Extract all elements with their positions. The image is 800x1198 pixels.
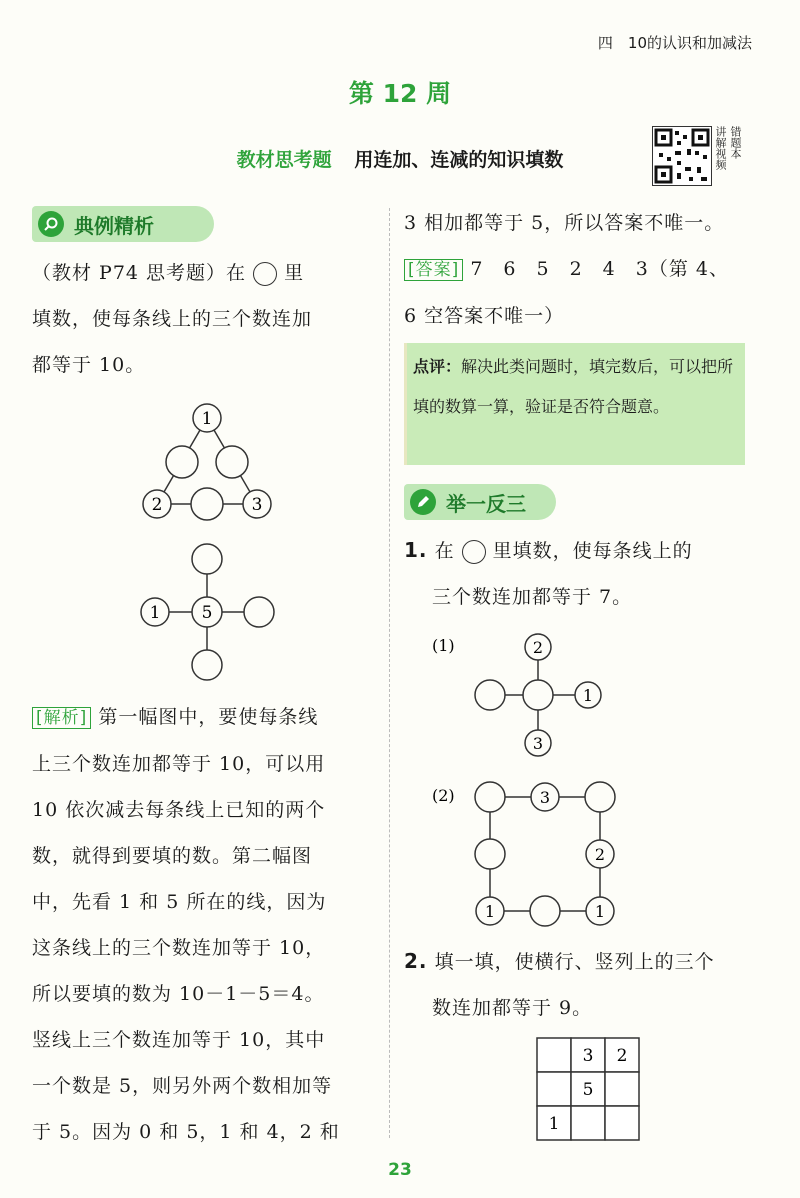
- comment-box: [404, 343, 745, 465]
- analysis-line: 10 依次减去每条线上已知的两个: [32, 799, 326, 821]
- column-divider: [389, 208, 390, 1138]
- grid-cell-value: 3: [582, 1046, 594, 1066]
- cross-right-circle: [244, 597, 274, 627]
- cross-top-circle: [192, 544, 222, 574]
- analysis-line: 这条线上的三个数连加等于 10，: [32, 937, 326, 959]
- q1b-top-left-circle: [475, 782, 505, 812]
- q2-text-a: 填一填，使横行、竖列上的三个: [434, 951, 715, 973]
- subtitle-tag: 教材思考题: [236, 149, 332, 171]
- answer-text-1: 7 6 5 2 4 3（第 4、: [470, 258, 729, 280]
- analysis-label: [解析]: [32, 707, 91, 729]
- analysis-line: 一个数是 5，则另外两个数相加等: [32, 1075, 333, 1097]
- analysis-line: 中，先看 1 和 5 所在的线，因为: [32, 891, 327, 913]
- grid-cell-value: 2: [616, 1046, 628, 1066]
- cross-left-number: 1: [149, 603, 161, 623]
- qr-code[interactable]: [652, 126, 712, 186]
- grid-cell: [605, 1072, 639, 1106]
- q1b-mid-left-circle: [475, 839, 505, 869]
- q1a-bottom-number: 3: [532, 734, 544, 753]
- prompt-part-a: （教材 P74 思考题）在: [32, 262, 247, 284]
- triangle-bottom-right-number: 3: [251, 495, 263, 515]
- q1-text-a: 在: [434, 540, 455, 562]
- comment-text: 解决此类问题时，填完数后，可以把所填的数算一算，验证是否符合题意。: [413, 357, 734, 416]
- q2-grid: [536, 1037, 642, 1143]
- analysis-continued-line: 3 相加都等于 5，所以答案不唯一。: [404, 212, 725, 234]
- grid-cell-value: 5: [582, 1080, 594, 1100]
- q1b-bottom-right-number: 1: [594, 902, 606, 921]
- pencil-icon: [410, 489, 436, 515]
- chapter-header: 四 10的认识和加减法: [597, 34, 752, 52]
- q1b-mid-right-number: 2: [594, 845, 606, 864]
- q1a-left-circle: [475, 680, 505, 710]
- q1-diagrams: [420, 625, 620, 935]
- example-diagrams: [130, 396, 290, 696]
- triangle-left-circle: [166, 446, 198, 478]
- qr-label: [714, 126, 750, 170]
- q1b-top-right-circle: [585, 782, 615, 812]
- triangle-bottom-left-number: 2: [151, 495, 163, 515]
- q1a-top-number: 2: [532, 638, 544, 657]
- q2-line-2: 数连加都等于 9。: [432, 997, 593, 1019]
- cross-bottom-circle: [192, 650, 222, 680]
- comment-label: 点评：: [413, 357, 462, 376]
- page-number: 23: [388, 1160, 412, 1180]
- triangle-bottom-mid-circle: [191, 488, 223, 520]
- circle-blank-icon: [253, 262, 277, 286]
- week-title: 第 12 周: [348, 79, 452, 108]
- prompt-line-2: 填数，使每条线上的三个数连加: [32, 308, 313, 330]
- qr-label-errors: 错题本: [729, 126, 742, 159]
- q1b-bottom-mid-circle: [530, 896, 560, 926]
- analysis-first-text: 第一幅图中，要使每条线: [98, 706, 319, 728]
- question-2: [404, 938, 754, 1031]
- analysis-block: [32, 694, 384, 1155]
- triangle-right-circle: [216, 446, 248, 478]
- answer-line-1: [404, 246, 754, 293]
- q1-sub1-label: (1): [432, 636, 455, 655]
- q1a-center-circle: [523, 680, 553, 710]
- prompt-line-1: [32, 250, 382, 296]
- answer-label: [答案]: [404, 259, 463, 281]
- prompt-part-b: 里: [284, 262, 305, 284]
- question-1: [404, 527, 754, 620]
- grid-cell: [571, 1106, 605, 1140]
- subtitle-text: 用连加、连减的知识填数: [354, 149, 564, 171]
- q1-line-1: [404, 527, 754, 574]
- q1-text-b: 里填数，使每条线上的: [492, 540, 693, 562]
- q2-line-1: [404, 938, 754, 985]
- example-section-tag: [32, 206, 214, 242]
- analysis-line: 数，就得到要填的数。第二幅图: [32, 845, 313, 867]
- q2-number: 2.: [404, 949, 428, 973]
- q1-line-2: 三个数连加都等于 7。: [432, 586, 633, 608]
- example-prompt: [32, 250, 382, 388]
- cross-center-number: 5: [201, 603, 213, 623]
- q1b-bottom-left-number: 1: [484, 902, 496, 921]
- analysis-line-first: [32, 694, 384, 741]
- answer-text-2: 6 空答案不唯一）: [404, 305, 565, 327]
- grid-cell: [537, 1072, 571, 1106]
- q1b-top-mid-number: 3: [539, 788, 551, 807]
- practice-tag-label: 举一反三: [446, 491, 526, 516]
- qr-label-video: 讲解视频: [714, 126, 727, 170]
- grid-cell: [605, 1106, 639, 1140]
- prompt-line-3: 都等于 10。: [32, 354, 146, 376]
- analysis-line: 上三个数连加都等于 10，可以用: [32, 753, 326, 775]
- analysis-line: 所以要填的数为 10－1－5＝4。: [32, 983, 325, 1005]
- q1a-right-number: 1: [582, 686, 594, 705]
- analysis-line: 于 5。因为 0 和 5，1 和 4，2 和: [32, 1121, 340, 1143]
- q1-number: 1.: [404, 538, 428, 562]
- analysis-continued: [404, 200, 754, 339]
- q1-sub2-label: (2): [432, 786, 455, 805]
- grid-cell-value: 1: [548, 1114, 560, 1134]
- example-tag-label: 典例精析: [74, 213, 154, 238]
- triangle-top-number: 1: [201, 409, 213, 429]
- search-icon: [38, 211, 64, 237]
- analysis-line: 竖线上三个数连加等于 10，其中: [32, 1029, 326, 1051]
- grid-cell: [537, 1038, 571, 1072]
- circle-blank-icon: [462, 540, 486, 564]
- practice-section-tag: [404, 484, 556, 520]
